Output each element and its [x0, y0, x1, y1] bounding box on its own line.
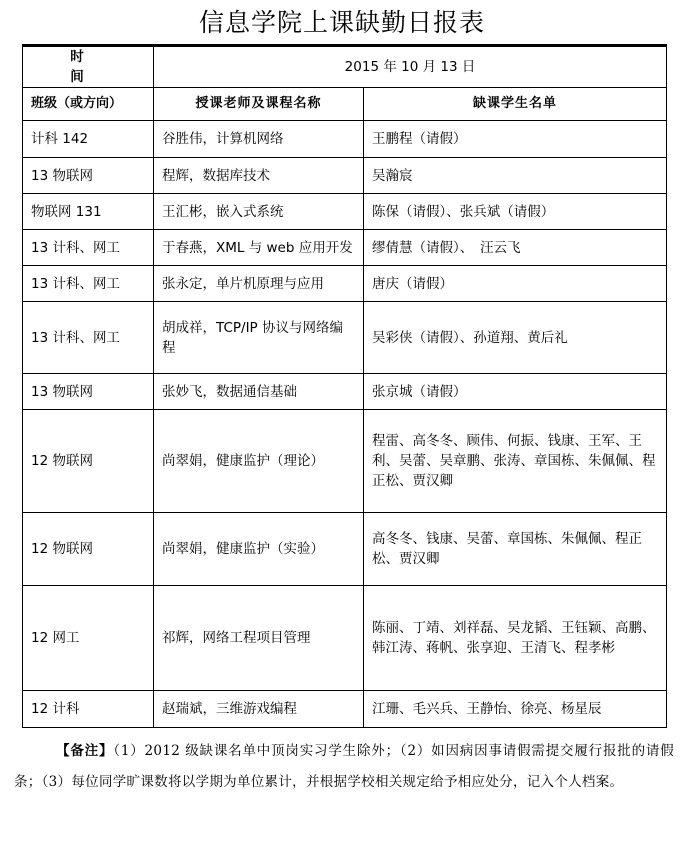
table-row	[23, 121, 667, 158]
absence-table	[22, 44, 667, 728]
header-teacher: 授课老师及课程名称	[154, 88, 364, 121]
teacher-course-cell: 张永定，单片机原理与应用	[154, 266, 364, 302]
time-row	[23, 46, 667, 88]
remarks-text: （1）2012 级缺课名单中顶岗实习学生除外；（2）如因病因事请假需提交履行报批的请假条；（3）每位同学旷课数将以学期为单位累计，并根据学校相关规定给予相应处分，记入个人档案。	[14, 743, 674, 790]
teacher-course-cell: 尚翠娟，健康监护（实验）	[154, 513, 364, 586]
remarks-label: 【备注】	[56, 743, 114, 759]
absent-students-cell: 程雷、高冬冬、顾伟、何振、钱康、王军、王利、吴蕾、吴章鹏、张涛、章国栋、朱佩佩、程正松、贾汉卿	[364, 410, 667, 513]
table-row	[23, 230, 667, 266]
class-cell: 13 计科、网工	[23, 230, 154, 266]
table-row	[23, 513, 667, 586]
header-students: 缺课学生名单	[364, 88, 667, 121]
table-row	[23, 691, 667, 728]
table-row	[23, 302, 667, 374]
teacher-course-cell: 于春燕，XML 与 web 应用开发	[154, 230, 364, 266]
class-cell: 13 物联网	[23, 158, 154, 194]
report-title: 信息学院上课缺勤日报表	[198, 8, 485, 37]
teacher-course-cell: 祁辉，网络工程项目管理	[154, 586, 364, 691]
absent-students-cell: 陈保（请假）、张兵斌（请假）	[364, 194, 667, 230]
remarks	[14, 736, 674, 798]
class-cell: 12 网工	[23, 586, 154, 691]
time-label: 时 间	[23, 46, 154, 88]
teacher-course-cell: 张妙飞，数据通信基础	[154, 374, 364, 410]
table-row	[23, 586, 667, 691]
absent-students-cell: 高冬冬、钱康、吴蕾、章国栋、朱佩佩、程正松、贾汉卿	[364, 513, 667, 586]
date-value: 2015 年 10 月 13 日	[154, 46, 667, 88]
table-row	[23, 374, 667, 410]
table-row	[23, 410, 667, 513]
class-cell: 12 物联网	[23, 410, 154, 513]
absent-students-cell: 唐庆（请假）	[364, 266, 667, 302]
header-row	[23, 88, 667, 121]
class-cell: 12 计科	[23, 691, 154, 728]
teacher-course-cell: 胡成祥，TCP/IP 协议与网络编程	[154, 302, 364, 374]
absent-students-cell: 陈丽、丁靖、刘祥磊、吴龙韬、王钰颖、高鹏、韩江涛、蒋帆、张享迎、王清飞、程孝彬	[364, 586, 667, 691]
header-class: 班级（或方向）	[23, 88, 154, 121]
absent-students-cell: 吴彩侠（请假）、孙道翔、黄后礼	[364, 302, 667, 374]
teacher-course-cell: 程辉，数据库技术	[154, 158, 364, 194]
table-row	[23, 158, 667, 194]
class-cell: 13 计科、网工	[23, 266, 154, 302]
class-cell: 13 计科、网工	[23, 302, 154, 374]
class-cell: 计科 142	[23, 121, 154, 158]
class-cell: 物联网 131	[23, 194, 154, 230]
table-row	[23, 266, 667, 302]
teacher-course-cell: 谷胜伟，计算机网络	[154, 121, 364, 158]
table-row	[23, 194, 667, 230]
class-cell: 13 物联网	[23, 374, 154, 410]
teacher-course-cell: 尚翠娟，健康监护（理论）	[154, 410, 364, 513]
absent-students-cell: 张京城（请假）	[364, 374, 667, 410]
class-cell: 12 物联网	[23, 513, 154, 586]
teacher-course-cell: 王汇彬，嵌入式系统	[154, 194, 364, 230]
teacher-course-cell: 赵瑞斌，三维游戏编程	[154, 691, 364, 728]
absent-students-cell: 江珊、毛兴兵、王静怡、徐亮、杨星辰	[364, 691, 667, 728]
absent-students-cell: 缪倩慧（请假）、 汪云飞	[364, 230, 667, 266]
absent-students-cell: 吴瀚宸	[364, 158, 667, 194]
absent-students-cell: 王鹏程（请假）	[364, 121, 667, 158]
